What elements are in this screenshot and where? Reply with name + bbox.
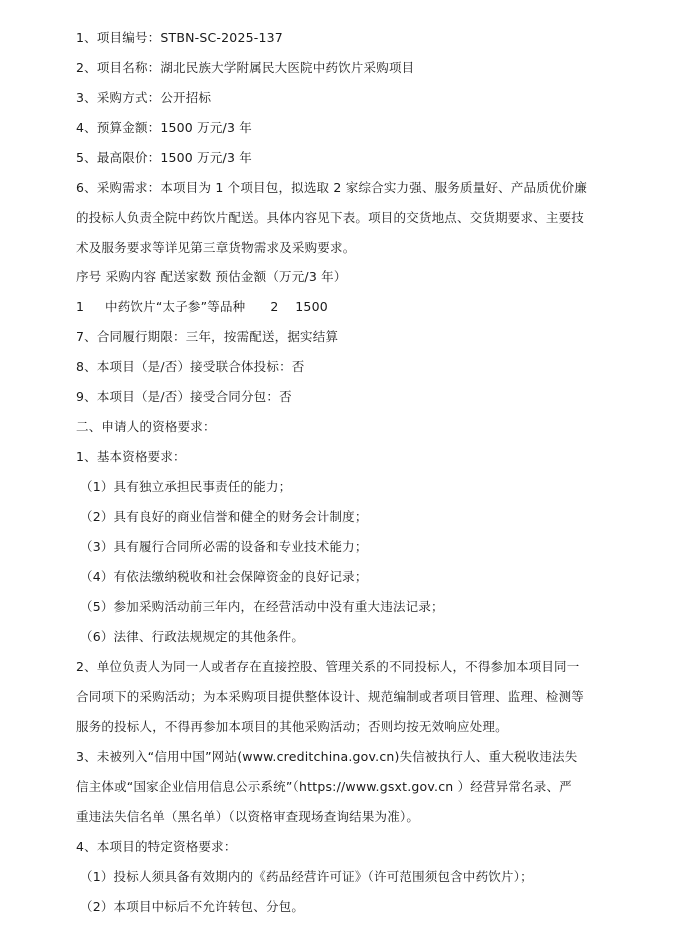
basic-qualifications-heading: 1、基本资格要求：: [76, 449, 186, 464]
credit-line-2: 信主体或“国家企业信用信息公示系统”（https://www.gsxt.gov.cn ）经营异常名录、严: [76, 779, 572, 794]
contract-period-line: 7、合同履行期限：三年，按需配送，据实结算: [76, 329, 339, 344]
qualification-item-4: （4）有依法缴纳税收和社会保障资金的良好记录；: [80, 569, 368, 584]
qualification-item-2: （2）具有良好的商业信誉和健全的财务会计制度；: [80, 509, 368, 524]
table-row-line: 1 中药饮片“太子参”等品种 2 1500: [76, 299, 328, 314]
max-price-line: 5、最高限价：1500 万元/3 年: [76, 150, 252, 165]
requirements-line-1: 6、采购需求：本项目为 1 个项目包，拟选取 2 家综合实力强、服务质量好、产品质优价廉: [76, 180, 588, 195]
subcontract-line: 9、本项目（是/否）接受合同分包：否: [76, 389, 292, 404]
credit-line-1: 3、未被列入“信用中国”网站(www.creditchina.gov.cn)失信被执行人、重大税收违法失: [76, 749, 578, 764]
qualification-item-6: （6）法律、行政法规规定的其他条件。: [80, 629, 305, 644]
procurement-method-line: 3、采购方式：公开招标: [76, 90, 212, 105]
table-header-line: 序号 采购内容 配送家数 预估金额（万元/3 年）: [76, 269, 347, 284]
section-heading-qualifications: 二、申请人的资格要求：: [76, 419, 216, 434]
requirements-line-2: 的投标人负责全院中药饮片配送。具体内容见下表。项目的交货地点、交货期要求、主要技: [76, 210, 585, 225]
specific-qualifications-heading: 4、本项目的特定资格要求：: [76, 839, 237, 854]
restriction-line-3: 服务的投标人，不得再参加本项目的其他采购活动；否则均按无效响应处理。: [76, 719, 508, 734]
specific-qualification-item-1: （1）投标人须具备有效期内的《药品经营许可证》（许可范围须包含中药饮片）；: [80, 869, 533, 884]
restriction-line-2: 合同项下的采购活动；为本采购项目提供整体设计、规范编制或者项目管理、监理、检测等: [76, 689, 585, 704]
specific-qualification-item-2: （2）本项目中标后不允许转包、分包。: [80, 899, 305, 914]
project-name-line: 2、项目名称：湖北民族大学附属民大医院中药饮片采购项目: [76, 60, 415, 75]
qualification-item-5: （5）参加采购活动前三年内，在经营活动中没有重大违法记录；: [80, 599, 444, 614]
consortium-line: 8、本项目（是/否）接受联合体投标：否: [76, 359, 305, 374]
credit-line-3: 重违法失信名单（黑名单）（以资格审查现场查询结果为准）。: [76, 809, 420, 824]
restriction-line-1: 2、单位负责人为同一人或者存在直接控股、管理关系的不同投标人，不得参加本项目同一: [76, 659, 580, 674]
budget-line: 4、预算金额：1500 万元/3 年: [76, 120, 252, 135]
requirements-line-3: 术及服务要求等详见第三章货物需求及采购要求。: [76, 240, 356, 255]
project-number-line: 1、项目编号：STBN-SC-2025-137: [76, 30, 283, 45]
qualification-item-3: （3）具有履行合同所必需的设备和专业技术能力；: [80, 539, 368, 554]
qualification-item-1: （1）具有独立承担民事责任的能力；: [80, 479, 292, 494]
